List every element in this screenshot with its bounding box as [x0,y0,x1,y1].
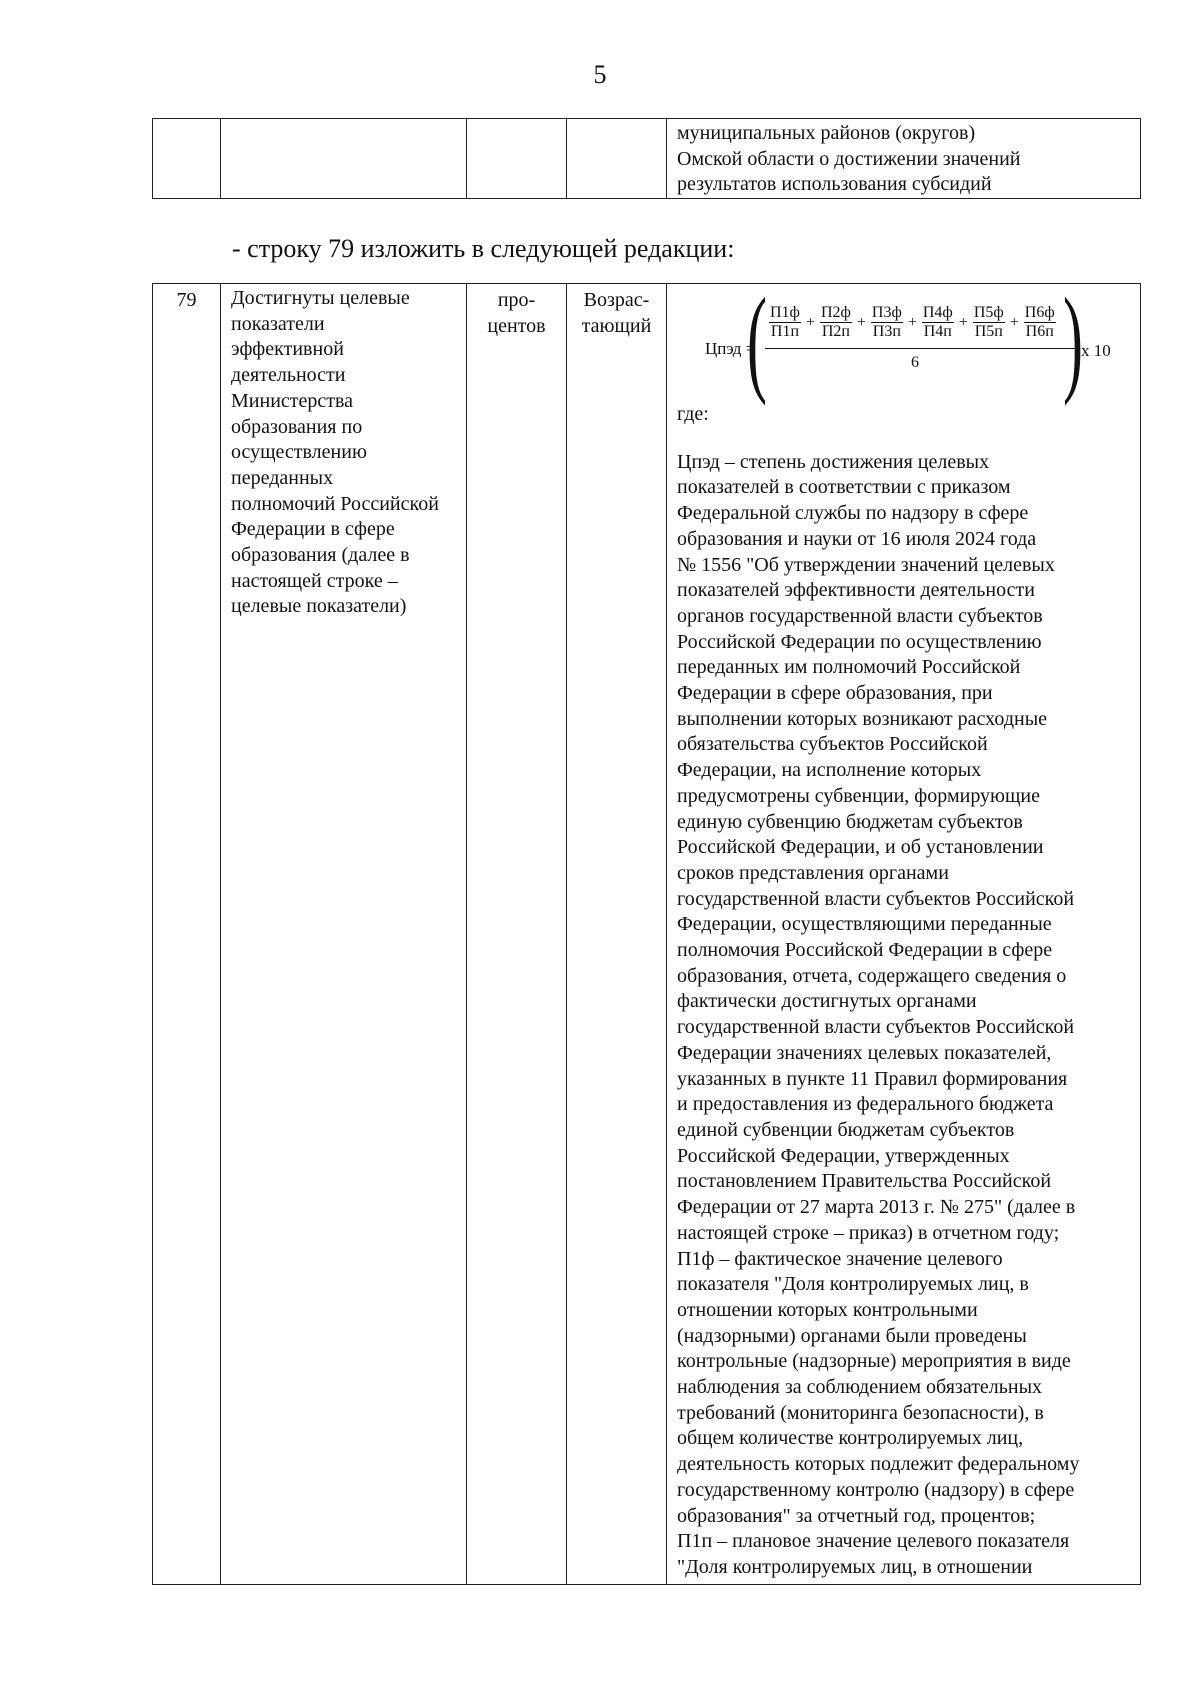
description-line: Федеральной службы по надзору в сфере [677,502,1029,525]
description-line: единую субвенцию бюджетам субъектов [677,810,1023,833]
description-line: Федерации в сфере образования, при [677,682,993,705]
top-cell-4 [567,119,667,199]
unit-cell [467,284,567,1585]
fraction [973,304,1005,341]
description-line: единой субвенции бюджетам субъектов [677,1118,1015,1141]
description-line: предусмотрены субвенции, формирующие [677,784,1040,807]
top-cell-1 [153,119,221,199]
description-line: постановлением Правительства Российской [677,1170,1052,1193]
name-line: полномочий Российской [231,492,439,515]
formula [667,273,1140,406]
description-line: Российской Федерации по осуществлению [677,630,1042,653]
description-line: и предоставления из федерального бюджета [677,1093,1054,1116]
fraction-numerator: П3ф [871,304,902,321]
description [667,402,1140,1581]
description-line: государственному контролю (надзору) в сфере [677,1478,1075,1501]
where-label: где: [677,403,709,425]
division-bar [765,348,1075,349]
fraction-denominator: П4п [923,323,952,340]
fraction [1024,304,1056,341]
plus-sign: + [805,313,815,331]
description-line: П1п – плановое значение целевого показателя [677,1530,1070,1553]
description-line: отношении которых контрольными [677,1298,978,1321]
description-line: показателя "Доля контролируемых лиц, в [677,1273,1029,1296]
description-line: органов государственной власти субъектов [677,604,1043,627]
name-line: целевые показатели) [231,595,407,618]
description-line: № 1556 "Об утверждении значений целевых [677,553,1055,576]
text-line: результатов использования субсидий [677,173,992,196]
name-line: образования (далее в [231,544,410,567]
right-paren: ) [1062,273,1083,406]
description-line: Федерации значениях целевых показателей, [677,1041,1052,1064]
name-line: деятельности [231,364,346,387]
description-line: фактически достигнутых органами [677,990,977,1013]
text-line: муниципальных районов (округов) [677,122,976,144]
plus-sign: + [1009,313,1019,331]
fraction-denominator: П2п [821,323,850,340]
description-line: наблюдения за соблюдением обязательных [677,1376,1043,1399]
fraction-sum [767,304,1058,341]
indicator-name [221,284,467,1585]
formula-lhs: Цпэд = [705,339,756,358]
fraction-denominator: П3п [872,323,901,340]
description-line: показателей в соответствии с приказом [677,476,1011,499]
name-line: осуществлению [231,441,367,464]
plus-sign: + [907,313,917,331]
fraction [769,304,801,341]
description-line: общем количестве контролируемых лиц, [677,1427,1024,1450]
name-line: настоящей строке – [231,569,398,592]
fraction [922,304,954,341]
description-line: "Доля контролируемых лиц, в отношении [677,1555,1033,1578]
description-line: образования" за отчетный год, процентов; [677,1504,1036,1527]
unit-line: про- [497,289,536,311]
description-line: Российской Федерации, утвержденных [677,1144,1010,1167]
fraction-numerator: П4ф [922,304,953,321]
description-line: требований (мониторинга безопасности), в [677,1401,1044,1424]
name-line: переданных [231,466,334,489]
amendment-intro: - строку 79 изложить в следующей редакции: [232,234,735,263]
fraction-numerator: П1ф [770,304,800,321]
description-line: П1ф – фактическое значение целевого [677,1247,1003,1270]
name-line: Министерства [231,389,354,412]
top-cell-text [667,119,1141,199]
row-79-table [152,273,1141,1585]
description-line: Федерации, осуществляющими переданные [677,913,1052,936]
description-line: Российской Федерации, и об установлении [677,836,1044,859]
formula-divisor: 6 [911,354,919,371]
fraction-denominator: П6п [1025,323,1054,340]
description-line: Федерации от 27 марта 2013 г. № 275" (далее в [677,1196,1076,1219]
description-line: Цпэд – степень достижения целевых [677,450,990,473]
name-line: Достигнуты целевые [231,287,410,309]
fraction-numerator: П5ф [973,304,1004,321]
fraction [871,304,903,341]
description-line: образования, отчета, содержащего сведения о [677,964,1067,987]
description-line: сроков представления органами [677,861,949,884]
left-paren: ( [746,273,767,406]
fraction-numerator: П6ф [1024,304,1055,321]
method-cell [667,273,1141,1585]
top-cell-3 [467,119,567,199]
fraction [820,304,852,341]
formula-multiplier: x 10 [1081,341,1111,360]
description-line: указанных в пункте 11 Правил формирования [677,1067,1068,1090]
description-line: настоящей строке – приказ) в отчетном году; [677,1221,1060,1244]
name-line: показатели [231,312,325,335]
plus-sign: + [856,313,866,331]
row-number: 79 [153,284,221,1585]
description-line: обязательства субъектов Российской [677,733,988,756]
trend-cell [567,284,667,1585]
fraction-denominator: П5п [974,323,1003,340]
description-line: показателей эффективности деятельности [677,579,1035,602]
description-line: переданных им полномочий Российской [677,656,1021,679]
name-line: эффективной [231,338,344,361]
description-line: контрольные (надзорные) мероприятия в виде [677,1350,1071,1373]
description-line: государственной власти субъектов Российской [677,887,1075,910]
unit-line: центов [487,314,546,337]
description-lines [677,450,1136,1581]
description-line: образования и науки от 16 июля 2024 года [677,527,1037,550]
fraction-numerator: П2ф [820,304,851,321]
description-line: полномочия Российской Федерации в сфере [677,939,1053,962]
description-line: (надзорными) органами были проведены [677,1324,1027,1347]
description-line: выполнении которых возникают расходные [677,707,1048,730]
text-line: Омской области о достижении значений [677,147,1021,170]
trend-line: тающий [581,314,652,337]
description-line: Федерации, на исполнение которых [677,759,982,782]
name-line: Федерации в сфере [231,518,395,541]
top-cell-2 [221,119,467,199]
page-number: 5 [593,60,607,89]
top-table-fragment [152,118,1141,199]
plus-sign: + [958,313,968,331]
description-line: деятельность которых подлежит федеральному [677,1453,1080,1476]
description-line: государственной власти субъектов Российской [677,1016,1075,1039]
trend-line: Возрас- [583,289,650,311]
fraction-denominator: П1п [770,323,800,340]
name-line: образования по [231,415,363,438]
